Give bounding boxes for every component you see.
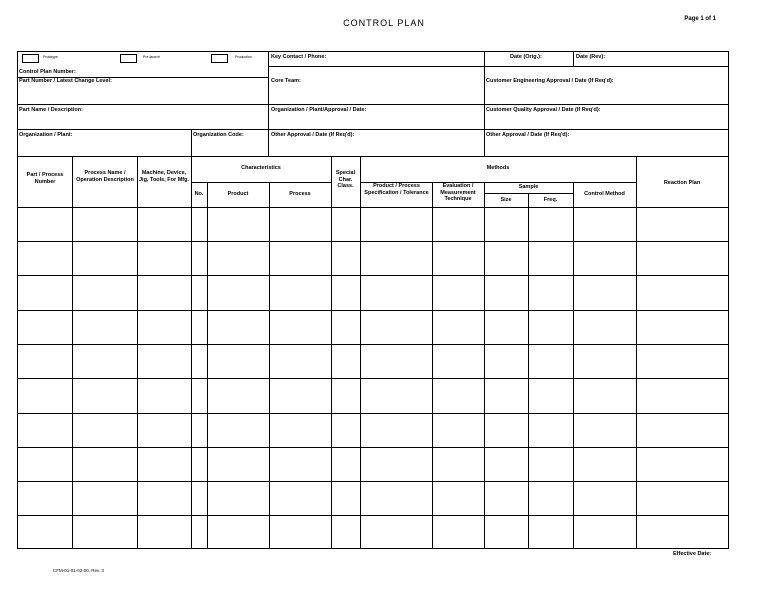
prelaunch-label: Pre-launch [143,55,160,59]
control-plan-form [17,51,729,549]
col-methods: Methods [486,165,510,171]
date-orig-field[interactable]: Date (Orig.): [510,54,542,60]
prototype-label: Prototype [43,55,58,59]
col-sample: Sample [518,184,539,190]
col-process: Process [289,191,311,197]
date-rev-field[interactable]: Date (Rev): [576,54,606,60]
core-team-field[interactable]: Core Team: [271,78,301,84]
characteristics-underline [191,182,331,183]
col-control-method: Control Method [584,191,625,197]
page-title: CONTROL PLAN [343,18,425,28]
column-divider [528,193,529,548]
org-plant-approval-field[interactable]: Organization / Plant/Approval / Date: [271,107,367,113]
table-row[interactable] [18,207,728,208]
table-row[interactable] [18,344,728,345]
control-plan-number-field[interactable]: Control Plan Number: [19,69,76,75]
page-number: Page 1 of 1 [684,16,716,22]
col-product: Product [227,191,249,197]
table-row[interactable] [18,515,728,516]
production-label: Production [235,55,252,59]
column-divider [331,156,332,548]
column-divider [191,156,192,548]
divider [268,66,728,67]
table-row[interactable] [18,481,728,482]
table-top-border [18,156,728,157]
customer-engineering-approval-field[interactable]: Customer Engineering Approval / Date (If Req'd): [486,78,614,84]
key-contact-field[interactable]: Key Contact / Phone: [271,54,327,60]
column-divider [360,156,361,548]
col-freq: Freq. [543,197,558,203]
col-machine: Machine, Device, Jig, Tools, For Mfg. [138,170,189,183]
column-divider [636,156,637,548]
sample-underline [484,193,573,194]
col-size: Size [500,197,512,203]
form-number: CFM-01-01-02-00, Rev. 3 [53,568,104,573]
column-divider [269,182,270,548]
column-divider [573,182,574,548]
prototype-checkbox[interactable] [22,54,39,63]
prelaunch-checkbox[interactable] [120,54,137,63]
col-reaction-plan: Reaction Plan [663,180,701,186]
other-approval-field-2[interactable]: Other Approval / Date (If Req'd): [486,132,570,138]
column-divider [72,156,73,548]
col-part-process-number: Part / Process Number [26,172,64,185]
divider [18,104,728,105]
effective-date-field[interactable]: Effective Date: [673,551,712,557]
org-code-field[interactable]: Organization Code: [193,132,244,138]
part-name-field[interactable]: Part Name / Description: [19,107,83,113]
table-row[interactable] [18,378,728,379]
part-number-field[interactable]: Part Number / Latest Change Level: [19,78,112,84]
column-divider [432,182,433,548]
column-divider [137,156,138,548]
col-special-char: Special Char. Class. [335,170,356,190]
org-plant-field[interactable]: Organization / Plant: [19,132,73,138]
customer-quality-approval-field[interactable]: Customer Quality Approval / Date (If Req'd): [486,107,601,113]
table-row[interactable] [18,241,728,242]
column-divider [207,182,208,548]
divider [573,52,574,66]
col-process-name: Process Name / Operation Description [76,170,134,183]
divider [18,129,728,130]
production-checkbox[interactable] [211,54,228,63]
col-no: No. [194,191,204,197]
col-spec-tolerance: Product / Process Specification / Tolerance [364,183,429,196]
other-approval-field-1[interactable]: Other Approval / Date (If Req'd): [271,132,355,138]
col-evaluation: Evaluation / Measurement Technique [440,183,476,203]
column-divider [484,182,485,548]
table-row[interactable] [18,310,728,311]
table-row[interactable] [18,413,728,414]
table-row[interactable] [18,275,728,276]
table-row[interactable] [18,447,728,448]
col-characteristics: Characteristics [241,165,281,171]
divider [191,129,192,156]
